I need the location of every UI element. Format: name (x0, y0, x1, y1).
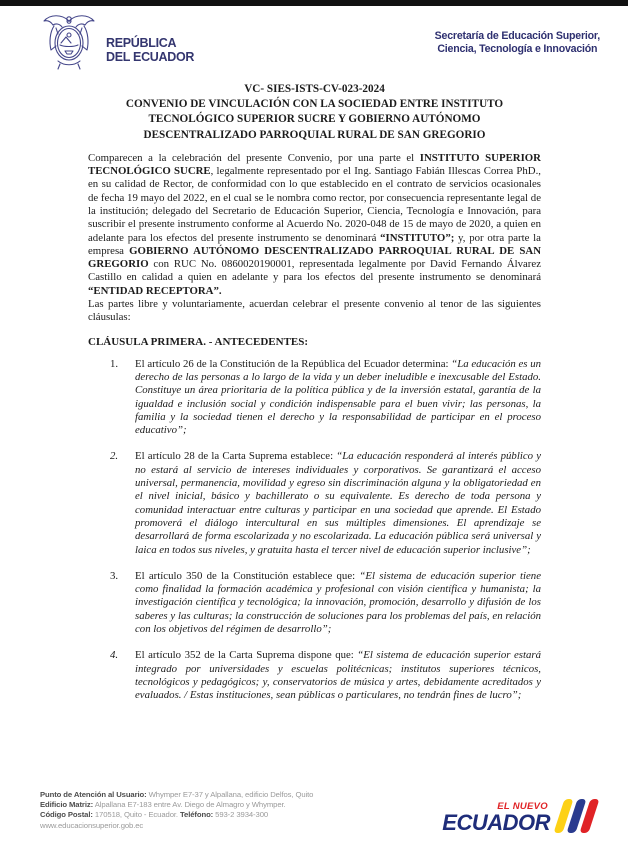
letterhead (0, 6, 628, 82)
list-item-text: El artículo 352 de la Carta Suprema dispone que: “El sistema de educación superior estará integrado por universidades y escuelas politécnicas; institutos superiores técnicos, tecnológicos y pedagógicos; y, conservatorios de música y artes, debidamente acreditados y evaluados. / Estas instituciones, sean públicas o particulares, no tendrán fines de lucro”; (135, 649, 541, 702)
list-item (88, 570, 541, 636)
republic-brand (36, 12, 194, 74)
brand-line-1: REPÚBLICA (106, 35, 177, 50)
opening-paragraph: Comparecen a la celebración del presente Convenio, por una parte el INSTITUTO SUPERIOR TECNOLÓGICO SUCRE, legalmente representado por el Ing. Santiago Fabián Illescas Correa PhD., en su calidad de Rector, de conformidad con lo que establecido en el contrato de servicios ocasionales de fecha 19 mayo del 2022, en el cual se le nombra como rector, por consecuencia representante legal de la institución; delegado del Secretario de Educación Superior, Ciencia, Tecnología e Innovación, para suscribir el presente instrumento conforme al Acuerdo No. 2020-048 de 15 de mayo de 2020, a quien en adelante para los efectos del presente instrumento se denominará “INSTITUTO”; y, por otra parte la empresa GOBIERNO AUTÓNOMO DESCENTRALIZADO PARROQUIAL RURAL DE SAN GREGORIO con RUC No. 0860020190001, representada legalmente por David Fernando Álvarez Castillo en calidad a quien en adelante y para los efectos del presente instrumento se denominará “ENTIDAD RECEPTORA”. (88, 151, 541, 297)
title-line-2: TECNOLÓGICO SUPERIOR SUCRE Y GOBIERNO AUTÓNOMO (148, 113, 481, 126)
title-line-1: CONVENIO DE VINCULACIÓN CON LA SOCIEDAD ENTRE INSTITUTO (125, 98, 504, 111)
list-item-number: 4. (110, 649, 119, 662)
list-item-number: 1. (110, 357, 119, 370)
agreement-paragraph: Las partes libre y voluntariamente, acuerdan celebrar el presente convenio al tenor de las siguientes cláusulas: (88, 298, 541, 324)
footer-contact (40, 790, 313, 831)
footer-line: Punto de Atención al Usuario: Whymper E7-37 y Alpallana, edificio Delfos, Quito (40, 790, 314, 799)
ecuador-label: ECUADOR (442, 810, 550, 835)
list-item (88, 649, 541, 702)
list-item-text: El artículo 350 de la Constitución establece que: “El sistema de educación superior tiene como finalidad la formación académica y profesional con visión científica y humanista; la investigación científica y tecnológica; la innovación, promoción, desarrollo y difusión de los saberes y las culturas; la construcción de soluciones para los problemas del país, en relación con los objetivos del régimen de desarrollo”; (135, 569, 541, 636)
list-item (88, 450, 541, 556)
footer-line: www.educacionsuperior.gob.ec (40, 820, 144, 830)
secretariat-line-1: Secretaría de Educación Superior, (434, 30, 600, 42)
brand-text (106, 36, 194, 65)
list-item-number: 2. (110, 450, 119, 463)
el-nuevo-ecuador-logo (442, 799, 594, 834)
document-title (88, 82, 541, 143)
footer-line: Código Postal: 170518, Quito - Ecuador. Teléfono: 593-2 3934-300 (40, 810, 269, 820)
antecedentes-list (88, 358, 541, 703)
tricolor-stripes-icon (555, 799, 594, 833)
document-page (88, 82, 541, 703)
list-item-text: El artículo 26 de la Constitución de la República del Ecuador determina: “La educación es un derecho de las personas a lo largo de la vida y un deber ineludible e inexcusable del Estado. Constituye un área prioritaria de la política pública y de la inversión estatal, garantía de la igualdad e inclusión social y condición indispensable para el buen vivir; las personas, la familia y la sociedad tienen el derecho y la responsabilidad de participar en el proceso educativo”; (135, 357, 541, 437)
clause-heading: CLÁUSULA PRIMERA. - ANTECEDENTES: (88, 335, 309, 348)
el-nuevo-ecuador-text (442, 801, 550, 834)
el-nuevo-label: EL NUEVO (497, 801, 548, 812)
list-item (88, 358, 541, 438)
secretariat-name (435, 30, 600, 56)
brand-line-2: DEL ECUADOR (106, 50, 195, 64)
list-item-number: 3. (110, 569, 119, 582)
list-item-text: El artículo 28 de la Carta Suprema establece: “La educación responderá al interés público y no estará al servicio de intereses individuales y corporativos. Se garantizará el acceso universal, permanencia, movilidad y egreso sin discriminación alguna y la obligatoriedad en el nivel inicial, básico y bachillerato o su equivalente. Es derecho de toda persona y comunidad interactuar entre culturas y participar en una sociedad que aprende. El Estado promoverá el diálogo intercultural en sus múltiples dimensiones. El aprendizaje se desarrollará de forma escolarizada y no escolarizada. La educación pública será universal y laica en todos sus niveles, y gratuita hasta el tercer nivel de educación superior inclusive”; (135, 450, 542, 556)
footer-line: Edificio Matriz: Alpallana E7-183 entre Av. Diego de Almagro y Whymper. (40, 800, 286, 810)
document-code: VC- SIES-ISTS-CV-023-2024 (244, 83, 385, 95)
secretariat-line-2: Ciencia, Tecnología e Innovación (437, 43, 598, 55)
ecuador-coat-of-arms-icon (36, 12, 102, 74)
title-line-3: DESCENTRALIZADO PARROQUIAL RURAL DE SAN GREGORIO (143, 128, 486, 141)
